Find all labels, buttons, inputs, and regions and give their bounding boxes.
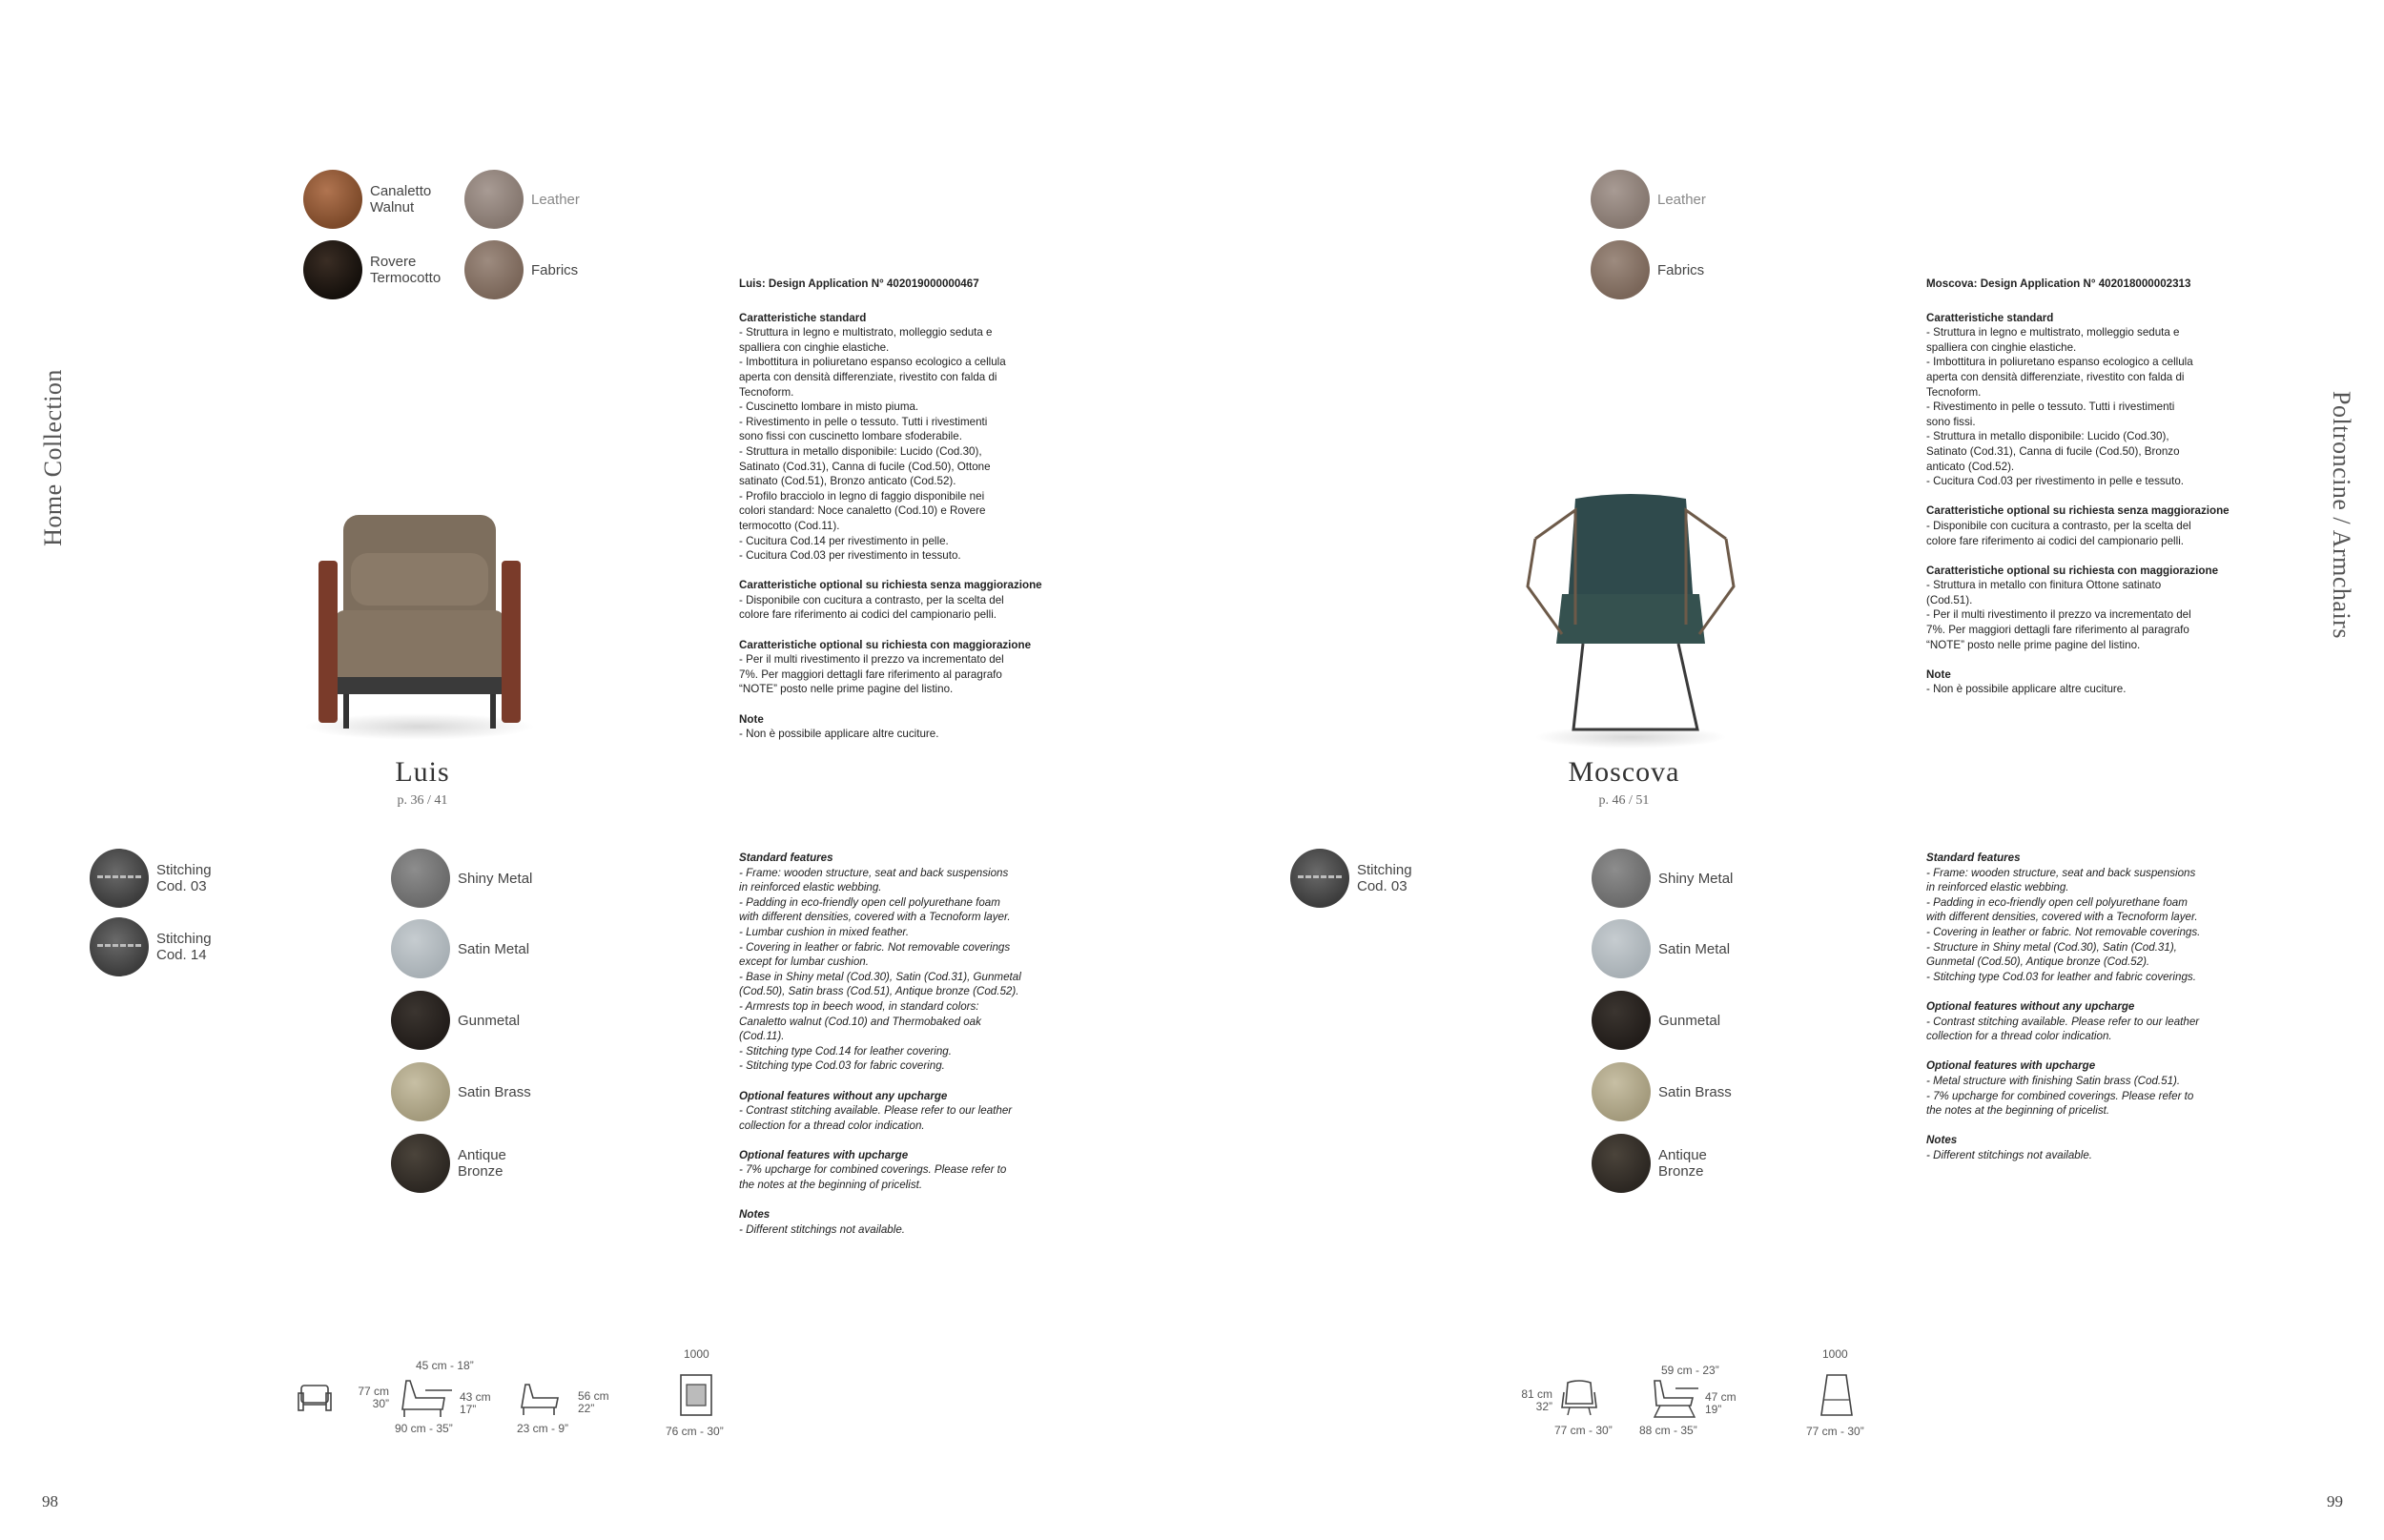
spec-section (739, 1207, 1068, 1237)
spec-line: (Cod.51). (1926, 593, 1973, 606)
spec-line: satinato (Cod.51), Bronzo anticato (Cod.52). (739, 475, 956, 488)
spec-sections (1926, 311, 2255, 697)
spec-section (739, 578, 1068, 623)
dim-value: 81 cm (1521, 1387, 1552, 1401)
spec-line: “NOTE” posto nelle prime pagine del listino. (1926, 638, 2141, 651)
spec-line: - Cuscinetto lombare in misto piuma. (739, 400, 919, 414)
antique-bronze-swatch (391, 1134, 450, 1193)
spec-line: termocotto (Cod.11). (739, 519, 840, 532)
spec-sections (739, 311, 1068, 742)
spec-line: colori standard: Noce canaletto (Cod.10) e Rovere (739, 504, 986, 518)
stitching-swatch (1290, 849, 1349, 908)
spec-line: aperta con densità differenziate, rivestito con falda di (1926, 370, 2185, 383)
spec-heading: Standard features (739, 852, 833, 864)
spec-line: - Struttura in metallo con finitura Ottone satinato (1926, 579, 2162, 592)
swatch-label: Satin Metal (458, 940, 530, 957)
wood-swatch-walnut (303, 170, 456, 229)
spec-section (1926, 667, 2255, 697)
spec-line: - Profilo bracciolo in legno di faggio disponibile nei (739, 489, 985, 503)
swatch-label: Gunmetal (458, 1012, 521, 1029)
stitching-swatch-14 (90, 917, 242, 976)
metal-swatch-brass (391, 1062, 544, 1121)
spec-line: - Disponibile con cucitura a contrasto, per la scelta del (739, 593, 1004, 606)
stitching-swatch-03 (1290, 849, 1443, 908)
dim-height (343, 1386, 389, 1410)
swatch-label: Satin Brass (458, 1083, 531, 1100)
satin-brass-swatch (391, 1062, 450, 1121)
spec-section (1926, 1058, 2255, 1118)
spec-line: - Non è possibile applicare altre cuciture. (739, 728, 939, 741)
spec-section (739, 1148, 1068, 1193)
swatch-label: Shiny Metal (458, 870, 533, 887)
spec-heading: Caratteristiche optional su richiesta con maggiorazione (739, 638, 1032, 651)
spec-line: - Lumbar cushion in mixed feather. (739, 925, 910, 938)
wood-swatch-rovere (303, 240, 456, 299)
dim-value: 30” (372, 1397, 389, 1410)
spec-line: - Disponibile con cucitura a contrasto, per la scelta del (1926, 519, 2191, 532)
shiny-metal-swatch (391, 849, 450, 908)
dim-width: 90 cm - 35” (395, 1422, 453, 1435)
spec-line: - Covering in leather or fabric. Not removable coverings. (1926, 925, 2201, 938)
spec-line: spalliera con cinghie elastiche. (739, 340, 890, 354)
metal-swatch-gunmetal (391, 991, 544, 1050)
spec-line: Canaletto walnut (Cod.10) and Thermobaked oak (739, 1015, 981, 1028)
fabric-swatch (464, 240, 524, 299)
swatch-label: Antique Bronze (1658, 1147, 1707, 1180)
spec-line: aperta con densità differenziate, rivestito con falda di (739, 370, 997, 383)
spec-line: - Base in Shiny metal (Cod.30), Satin (Cod.31), Gunmetal (739, 970, 1021, 983)
shiny-metal-swatch (1592, 849, 1651, 908)
spec-line: - Non è possibile applicare altre cuciture. (1926, 683, 2127, 696)
spec-line: - Armrests top in beech wood, in standard colors: (739, 999, 979, 1013)
leather-swatch (464, 170, 524, 229)
covering-swatch-fabric (1591, 240, 1743, 299)
luis-italian-specs (739, 277, 1068, 756)
spec-section (1926, 1133, 2255, 1162)
spec-line: Satinato (Cod.31), Canna di fucile (Cod.50), Bronzo (1926, 444, 2180, 458)
spec-heading: Optional features without any upcharge (1926, 999, 2135, 1013)
covering-swatch-fabric (464, 240, 617, 299)
swatch-label: Stitching Cod. 03 (1357, 862, 1412, 894)
spec-line: Tecnoform. (739, 385, 794, 399)
spec-section (739, 1089, 1068, 1134)
swatch-label: Fabrics (531, 261, 579, 278)
spec-line: - Per il multi rivestimento il prezzo va incrementato del (739, 653, 1004, 667)
spec-line: - Struttura in metallo disponibile: Lucido (Cod.30), (1926, 430, 2169, 443)
spec-line: except for lumbar cushion. (739, 955, 869, 969)
front-view-icon (1560, 1379, 1598, 1419)
spec-line: - Imbottitura in poliuretano espanso ecologico a cellula (1926, 356, 2193, 369)
spec-line: - Contrast stitching available. Please refer to our leather (739, 1104, 1013, 1118)
spec-line: - Per il multi rivestimento il prezzo va incrementato del (1926, 608, 2191, 622)
dim-value: 47 cm (1705, 1390, 1737, 1404)
dim-top-width: 76 cm - 30” (666, 1425, 724, 1438)
stitching-swatch (90, 849, 149, 908)
swatch-label: Satin Metal (1658, 940, 1731, 957)
spec-line: - Covering in leather or fabric. Not removable coverings (739, 940, 1011, 954)
product-page-ref-luis: p. 36 / 41 (397, 793, 448, 808)
dim-value: 22” (578, 1402, 595, 1415)
spec-line: spalliera con cinghie elastiche. (1926, 340, 2077, 354)
covering-swatch-leather (464, 170, 617, 229)
spec-line: sono fissi. (1926, 415, 1976, 428)
spec-heading: Optional features with upcharge (1926, 1059, 2096, 1073)
spec-line: Gunmetal (Cod.50), Antique bronze (Cod.52). (1926, 955, 2150, 969)
spec-heading: Notes (1926, 1134, 1958, 1147)
swatch-label: Shiny Metal (1658, 870, 1734, 887)
rovere-swatch (303, 240, 362, 299)
spec-line: 7%. Per maggiori dettagli fare riferimento al paragrafo (739, 667, 1002, 681)
dim-seat-height (1705, 1391, 1737, 1416)
spec-line: - Stitching type Cod.03 for leather and fabric coverings. (1926, 970, 2196, 983)
spec-section (739, 712, 1068, 742)
spec-line: - Padding in eco-friendly open cell polyurethane foam (739, 895, 1000, 909)
dim-value: 32” (1535, 1400, 1552, 1413)
dim-value: 17” (460, 1403, 477, 1416)
spec-line: - Struttura in legno e multistrato, molleggio seduta e (1926, 326, 2180, 339)
spec-line: - Struttura in metallo disponibile: Lucido (Cod.30), (739, 444, 982, 458)
spec-line: (Cod.50), Satin brass (Cod.51), Antique bronze (Cod.52). (739, 985, 1019, 998)
spec-line: the notes at the beginning of pricelist. (739, 1179, 923, 1192)
spec-line: “NOTE” posto nelle prime pagine del listino. (739, 683, 954, 696)
spec-line: in reinforced elastic webbing. (739, 881, 882, 894)
category-spine-title: Poltroncine / Armchairs (2328, 391, 2355, 639)
gunmetal-swatch (1592, 991, 1651, 1050)
spec-line: - Cucitura Cod.03 per rivestimento in tessuto. (739, 549, 961, 563)
spec-line: - Different stitchings not available. (739, 1222, 905, 1236)
spec-line: Tecnoform. (1926, 385, 1982, 399)
metal-swatch-gunmetal (1592, 991, 1744, 1050)
swatch-label: Stitching Cod. 03 (156, 862, 212, 894)
spec-heading: Notes (739, 1208, 771, 1222)
moscova-italian-specs (1926, 277, 2255, 712)
dim-seat-depth: 45 cm - 18” (416, 1359, 474, 1372)
product-page-ref-moscova: p. 46 / 51 (1598, 793, 1650, 808)
top-view-icon (1818, 1371, 1856, 1419)
metal-swatch-shiny (391, 849, 544, 908)
packaging-code: 1000 (1822, 1347, 1848, 1361)
stitching-swatch-03 (90, 849, 242, 908)
dim-depth: 59 cm - 23” (1661, 1364, 1719, 1377)
swatch-label: Canaletto Walnut (370, 183, 432, 216)
spec-line: anticato (Cod.52). (1926, 460, 2015, 473)
spec-heading: Optional features without any upcharge (739, 1089, 948, 1102)
metal-swatch-satin (391, 919, 544, 978)
spec-heading: Standard features (1926, 852, 2021, 864)
spec-line: - Frame: wooden structure, seat and back suspensions (1926, 866, 2196, 879)
spec-heading: Note (1926, 667, 1951, 681)
spec-line: in reinforced elastic webbing. (1926, 881, 2069, 894)
spec-line: - Frame: wooden structure, seat and back suspensions (739, 866, 1009, 879)
luis-english-specs (739, 851, 1068, 1252)
spec-section (739, 638, 1068, 697)
spec-line: - Different stitchings not available. (1926, 1148, 2092, 1161)
spec-section (1926, 851, 2255, 984)
spec-sections (739, 851, 1068, 1237)
dim-arm-width: 23 cm - 9” (517, 1422, 569, 1435)
metal-swatch-bronze (1592, 1134, 1744, 1193)
swatch-label: Rovere Termocotto (370, 254, 442, 286)
swatch-label: Stitching Cod. 14 (156, 931, 212, 963)
spec-line: colore fare riferimento ai codici del campionario pelli. (739, 608, 997, 622)
metal-swatch-brass (1592, 1062, 1744, 1121)
swatch-label: Gunmetal (1658, 1012, 1721, 1029)
page-number-left: 98 (42, 1492, 58, 1510)
spec-section (739, 311, 1068, 564)
dim-value: 77 cm (358, 1385, 389, 1398)
collection-spine-title: Home Collection (39, 369, 67, 546)
dim-overall-depth: 88 cm - 35” (1639, 1424, 1697, 1437)
spec-heading: Note (739, 712, 764, 726)
dim-width: 77 cm - 30” (1554, 1424, 1613, 1437)
fabric-swatch (1591, 240, 1650, 299)
spec-line: colore fare riferimento ai codici del campionario pelli. (1926, 534, 2185, 547)
spec-heading: Caratteristiche standard (739, 311, 867, 324)
dim-value: 19” (1705, 1403, 1722, 1416)
antique-bronze-swatch (1592, 1134, 1651, 1193)
side-view-icon (397, 1377, 454, 1421)
metal-swatch-bronze (391, 1134, 544, 1193)
spec-sections (1926, 851, 2255, 1162)
spec-section (1926, 503, 2255, 548)
spec-line: - Structure in Shiny metal (Cod.30), Satin (Cod.31), (1926, 940, 2177, 954)
spec-line: collection for a thread color indication. (739, 1119, 925, 1132)
spec-line: - Cucitura Cod.14 per rivestimento in pelle. (739, 534, 949, 547)
spec-line: with different densities, covered with a Tecnoform layer. (1926, 911, 2198, 924)
swatch-label: Leather (1657, 191, 1706, 208)
dim-arm-height (578, 1390, 609, 1415)
satin-metal-swatch (391, 919, 450, 978)
spec-section (1926, 564, 2255, 653)
front-view-icon (296, 1380, 334, 1418)
spec-line: (Cod.11). (739, 1030, 785, 1043)
leather-swatch (1591, 170, 1650, 229)
spec-heading: Optional features with upcharge (739, 1148, 909, 1161)
product-name-luis: Luis (395, 756, 450, 788)
top-view-icon (677, 1371, 715, 1419)
spec-line: with different densities, covered with a Tecnoform layer. (739, 911, 1011, 924)
dim-value: 56 cm (578, 1389, 609, 1403)
spec-line: - Imbottitura in poliuretano espanso ecologico a cellula (739, 356, 1006, 369)
spec-section (739, 851, 1068, 1074)
spec-section (1926, 311, 2255, 489)
spec-line: - Stitching type Cod.03 for fabric covering. (739, 1059, 945, 1073)
moscova-english-specs (1926, 851, 2255, 1178)
spec-heading: Caratteristiche optional su richiesta con maggiorazione (1926, 564, 2219, 577)
spec-heading: Caratteristiche optional su richiesta senza maggiorazione (1926, 504, 2230, 518)
spec-line: - Rivestimento in pelle o tessuto. Tutti i rivestimenti (739, 415, 988, 428)
satin-brass-swatch (1592, 1062, 1651, 1121)
spec-line: - Metal structure with finishing Satin brass (Cod.51). (1926, 1074, 2181, 1087)
swatch-label: Satin Brass (1658, 1083, 1732, 1100)
swatch-label: Fabrics (1657, 261, 1705, 278)
spec-line: - 7% upcharge for combined coverings. Please refer to (739, 1163, 1007, 1177)
arm-view-icon (518, 1381, 565, 1419)
spec-line: sono fissi con cuscinetto lombare sfoderabile. (739, 430, 962, 443)
design-application-title: Luis: Design Application N° 402019000000467 (739, 277, 979, 290)
packaging-code: 1000 (684, 1347, 709, 1361)
spec-heading: Caratteristiche standard (1926, 311, 2054, 324)
spec-line: - Stitching type Cod.14 for leather covering. (739, 1044, 952, 1057)
spec-heading: Caratteristiche optional su richiesta senza maggiorazione (739, 579, 1042, 592)
spec-section (1926, 999, 2255, 1044)
moscova-armchair-image (1507, 482, 1755, 758)
spec-line: - Rivestimento in pelle o tessuto. Tutti i rivestimenti (1926, 400, 2175, 414)
page-number-right: 99 (2327, 1492, 2343, 1510)
spec-line: - Contrast stitching available. Please refer to our leather (1926, 1015, 2200, 1028)
dim-height (1507, 1388, 1552, 1413)
dim-seat-height (460, 1391, 491, 1416)
spec-line: - Cucitura Cod.03 per rivestimento in pelle e tessuto. (1926, 475, 2185, 488)
swatch-label: Antique Bronze (458, 1147, 506, 1180)
spec-line: - 7% upcharge for combined coverings. Please refer to (1926, 1089, 2194, 1102)
spec-line: 7%. Per maggiori dettagli fare riferimento al paragrafo (1926, 624, 2189, 637)
spec-line: collection for a thread color indication. (1926, 1030, 2112, 1043)
satin-metal-swatch (1592, 919, 1651, 978)
stitching-swatch (90, 917, 149, 976)
design-application-title: Moscova: Design Application N° 402018000002313 (1926, 277, 2191, 290)
metal-swatch-shiny (1592, 849, 1744, 908)
side-view-icon (1647, 1377, 1700, 1421)
walnut-swatch (303, 170, 362, 229)
spec-line: the notes at the beginning of pricelist. (1926, 1104, 2110, 1118)
product-name-moscova: Moscova (1568, 756, 1680, 788)
dim-top-width: 77 cm - 30” (1806, 1425, 1864, 1438)
gunmetal-swatch (391, 991, 450, 1050)
spec-line: - Padding in eco-friendly open cell polyurethane foam (1926, 895, 2188, 909)
luis-armchair-image (286, 477, 553, 763)
metal-swatch-satin (1592, 919, 1744, 978)
swatch-label: Leather (531, 191, 580, 208)
dim-value: 43 cm (460, 1390, 491, 1404)
covering-swatch-leather (1591, 170, 1743, 229)
spec-line: - Struttura in legno e multistrato, molleggio seduta e (739, 326, 993, 339)
spec-line: Satinato (Cod.31), Canna di fucile (Cod.50), Ottone (739, 460, 991, 473)
